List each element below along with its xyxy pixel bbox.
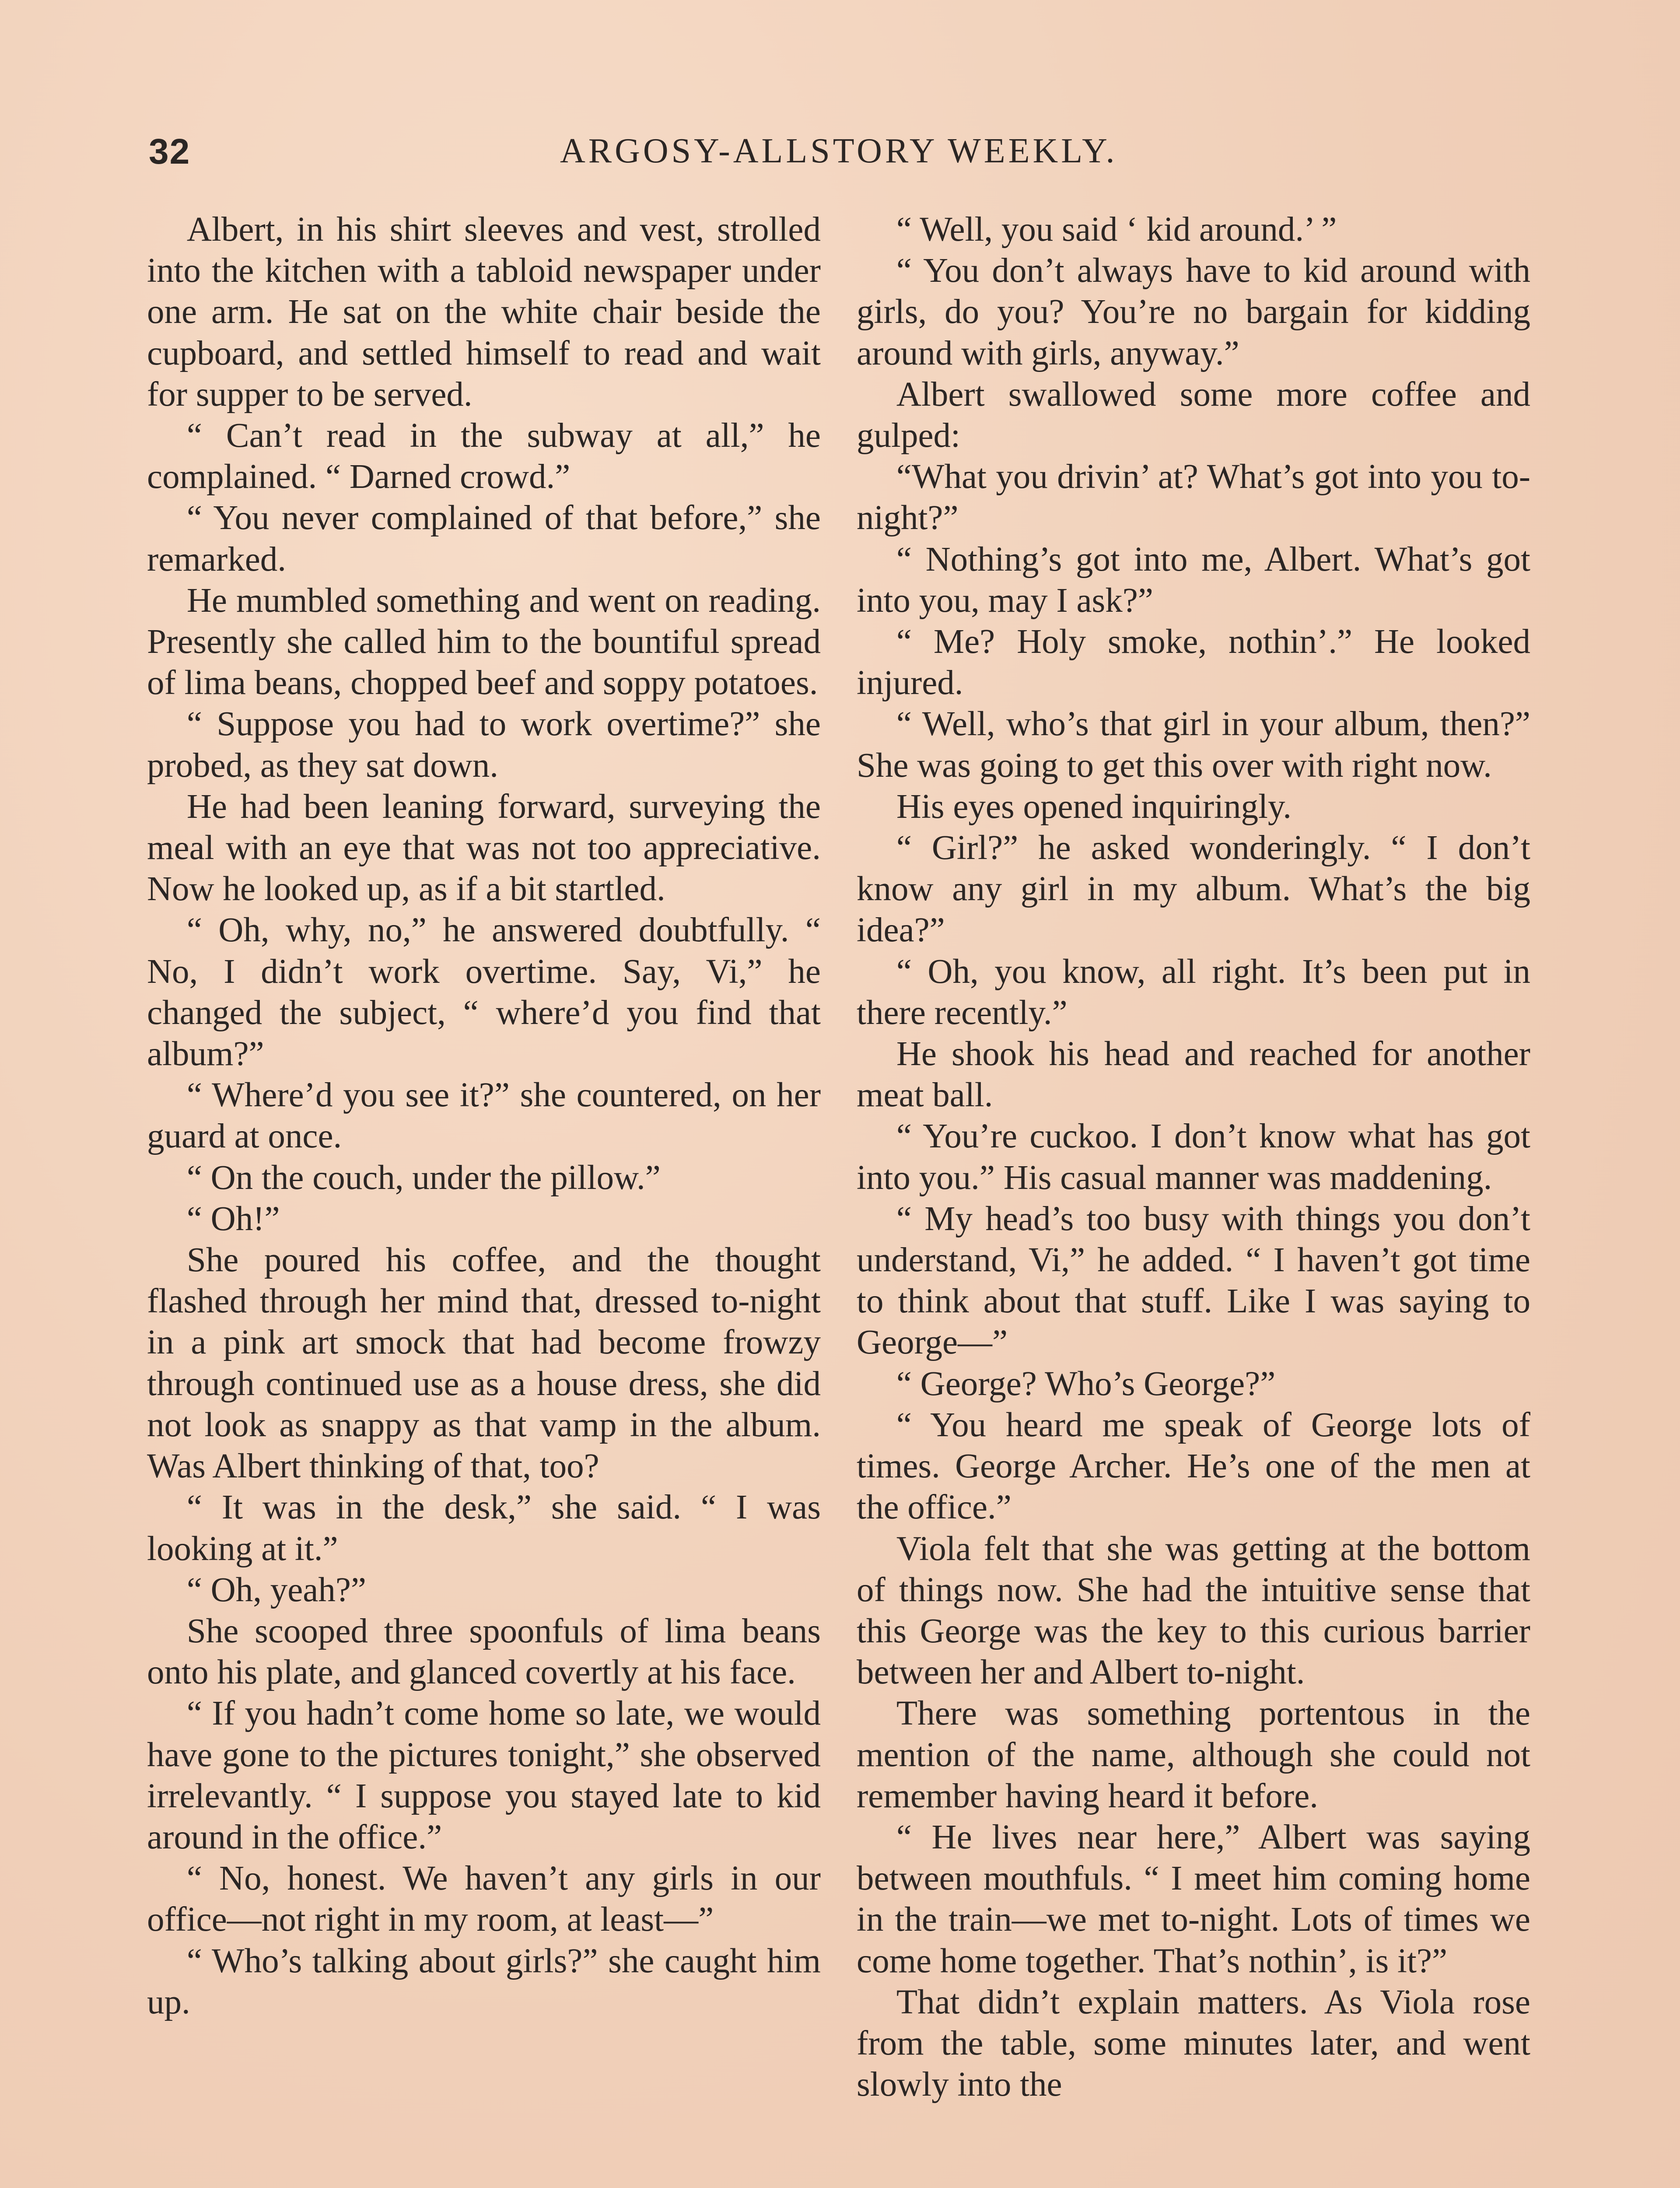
paragraph: He had been leaning forward, surveying the meal with an eye that was not too appreciative. Now he looked up, as if a bit startled.: [147, 787, 821, 908]
paragraph: “ If you hadn’t come home so late, we would have gone to the pictures tonight,” she observed irrelevantly. “ I suppose you stayed late to kid around in the office.”: [147, 1694, 821, 1856]
paragraph: “ On the couch, under the pillow.”: [186, 1158, 661, 1197]
paragraph: “ Can’t read in the subway at all,” he complained. “ Darned crowd.”: [147, 417, 821, 496]
paragraph: “ Oh!”: [186, 1199, 280, 1238]
paragraph: He shook his head and reached for another meat ball.: [857, 1035, 1530, 1115]
paragraph: “ Well, who’s that girl in your album, then?” She was going to get this over with right now.: [857, 705, 1530, 785]
paragraph: “ Girl?” he asked wonderingly. “ I don’t know any girl in my album. What’s the big idea?”: [857, 829, 1530, 950]
paragraph: “What you drivin’ at? What’s got into you to-night?”: [857, 458, 1530, 537]
paragraph: That didn’t explain matters. As Viola rose from the table, some minutes later, and went slowly into the: [857, 1983, 1530, 2104]
left-column: [147, 209, 821, 2023]
paragraph: “ Suppose you had to work overtime?” she probed, as they sat down.: [147, 705, 821, 785]
paragraph: “ Me? Holy smoke, nothin’.” He looked injured.: [857, 623, 1530, 702]
paragraph: Viola felt that she was getting at the bottom of things now. She had the intuitive sense that this George was the key to this curious barrier between her and Albert to-night.: [857, 1529, 1530, 1692]
paragraph: “ Who’s talking about girls?” she caught him up.: [147, 1942, 821, 2021]
paragraph: “ Well, you said ‘ kid around.’ ”: [896, 210, 1337, 249]
paragraph: “ You don’t always have to kid around with girls, do you? You’re no bargain for kidding around with girls, anyway.”: [857, 252, 1530, 372]
paragraph: “ Nothing’s got into me, Albert. What’s got into you, may I ask?”: [857, 540, 1530, 620]
paragraph: She scooped three spoonfuls of lima beans onto his plate, and glanced covertly at his face.: [147, 1612, 821, 1692]
right-column: [857, 209, 1530, 2105]
paragraph: “ Oh, why, no,” he answered doubtfully. “ No, I didn’t work overtime. Say, Vi,” he changed the subject, “ where’d you find that album?”: [147, 911, 821, 1073]
paragraph: Albert swallowed some more coffee and gulped:: [857, 375, 1530, 455]
paragraph: “ My head’s too busy with things you don’t understand, Vi,” he added. “ I haven’t got time to think about that stuff. Like I was saying to George—”: [857, 1199, 1530, 1362]
paragraph: “ You heard me speak of George lots of times. George Archer. He’s one of the men at the office.”: [857, 1406, 1530, 1527]
paragraph: “ It was in the desk,” she said. “ I was looking at it.”: [147, 1488, 821, 1568]
paragraph: “ Where’d you see it?” she countered, on her guard at once.: [147, 1076, 821, 1156]
paragraph: “ You never complained of that before,” she remarked.: [147, 499, 821, 579]
paragraph: “ He lives near here,” Albert was saying between mouthfuls. “ I meet him coming home in the train—we met to-night. Lots of times we come home together. That’s nothin’, is it?”: [857, 1818, 1530, 1980]
paragraph: Albert, in his shirt sleeves and vest, strolled into the kitchen with a tabloid newspaper under one arm. He sat on the white chair beside the cupboard, and settled himself to read and wait for supper to be served.: [147, 210, 821, 414]
paragraph: “ No, honest. We haven’t any girls in our office—not right in my room, at least—”: [147, 1859, 821, 1939]
running-head: ARGOSY-ALLSTORY WEEKLY.: [560, 132, 1118, 170]
paragraph: “ Oh, you know, all right. It’s been put in there recently.”: [857, 952, 1530, 1032]
paragraph: “ George? Who’s George?”: [896, 1364, 1276, 1403]
page-number: 32: [149, 132, 191, 172]
paragraph: “ Oh, yeah?”: [186, 1571, 366, 1609]
paragraph: His eyes opened inquiringly.: [896, 787, 1292, 826]
paragraph: There was something portentous in the mention of the name, although she could not remember having heard it before.: [857, 1694, 1530, 1815]
page-header: [149, 131, 1531, 184]
paragraph: He mumbled something and went on reading. Presently she called him to the bountiful spread of lima beans, chopped beef and soppy potatoes.: [147, 581, 821, 702]
paragraph: “ You’re cuckoo. I don’t know what has got into you.” His casual manner was maddening.: [857, 1117, 1530, 1197]
paragraph: She poured his coffee, and the thought flashed through her mind that, dressed to-night in a pink art smock that had become frowzy through continued use as a house dress, she did not look as snappy as that vamp in the album. Was Albert thinking of that, too?: [147, 1241, 821, 1486]
